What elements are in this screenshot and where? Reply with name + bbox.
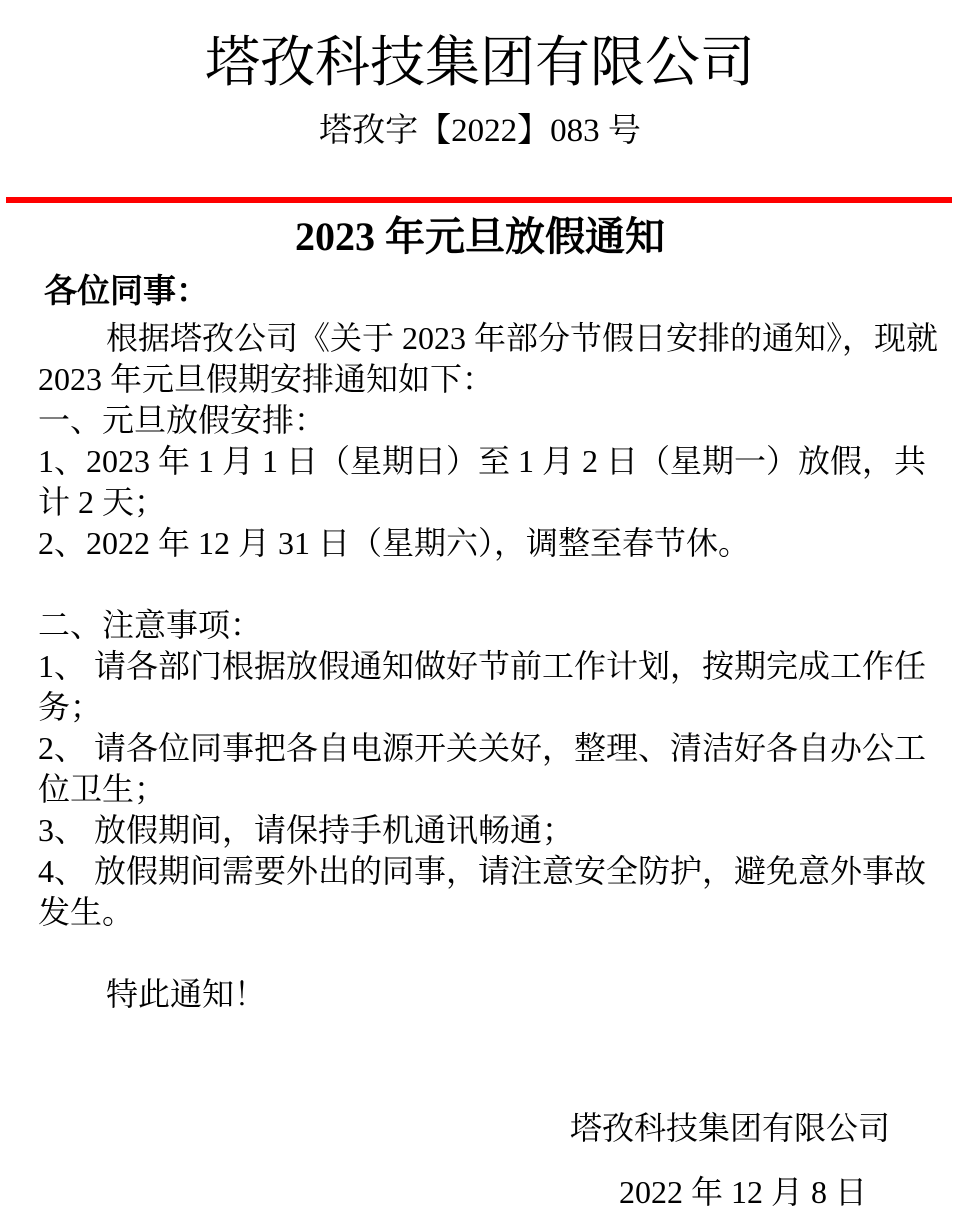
- salutation: 各位同事：: [44, 272, 209, 309]
- doc-number: 塔孜字【2022】083 号: [319, 113, 641, 149]
- body-line: 1、 请各部门根据放假通知做好节前工作计划，按期完成工作任: [38, 648, 927, 684]
- body-line: 计 2 天；: [38, 484, 167, 520]
- red-divider-line: [6, 197, 952, 203]
- notice-title: 2023 年元旦放假通知: [295, 214, 665, 259]
- body-line: 3、 放假期间，请保持手机通讯畅通；: [38, 812, 575, 848]
- body-line: 2、2022 年 12 月 31 日（星期六），调整至春节休。: [38, 525, 751, 561]
- body-line: 二、注意事项：: [38, 607, 263, 643]
- signature-company: 塔孜科技集团有限公司: [569, 1110, 890, 1146]
- body-line: 2023 年元旦假期安排通知如下：: [38, 361, 495, 397]
- signature-block: [0, 1108, 960, 1213]
- body-line: 4、 放假期间需要外出的同事，请注意安全防护，避免意外事故: [38, 853, 927, 889]
- signature-date: 2022 年 12 月 8 日: [618, 1174, 867, 1210]
- body-line: 1、2023 年 1 月 1 日（星期日）至 1 月 2 日（星期一）放假，共: [38, 443, 927, 479]
- body-line: 位卫生；: [38, 771, 167, 807]
- body-line: 务；: [38, 689, 103, 725]
- body-line: 一、元旦放假安排：: [38, 402, 327, 438]
- body-line: 根据塔孜公司《关于 2023 年部分节假日安排的通知》，现就: [106, 320, 939, 356]
- notice-body: [38, 318, 960, 1015]
- body-line: 2、 请各位同事把各自电源开关关好，整理、清洁好各自办公工: [38, 730, 927, 766]
- company-title: 塔孜科技集团有限公司: [204, 32, 755, 93]
- body-line: 特此通知！: [106, 976, 267, 1012]
- body-line: [38, 933, 960, 974]
- body-line: [38, 564, 960, 605]
- body-line: 发生。: [38, 894, 135, 930]
